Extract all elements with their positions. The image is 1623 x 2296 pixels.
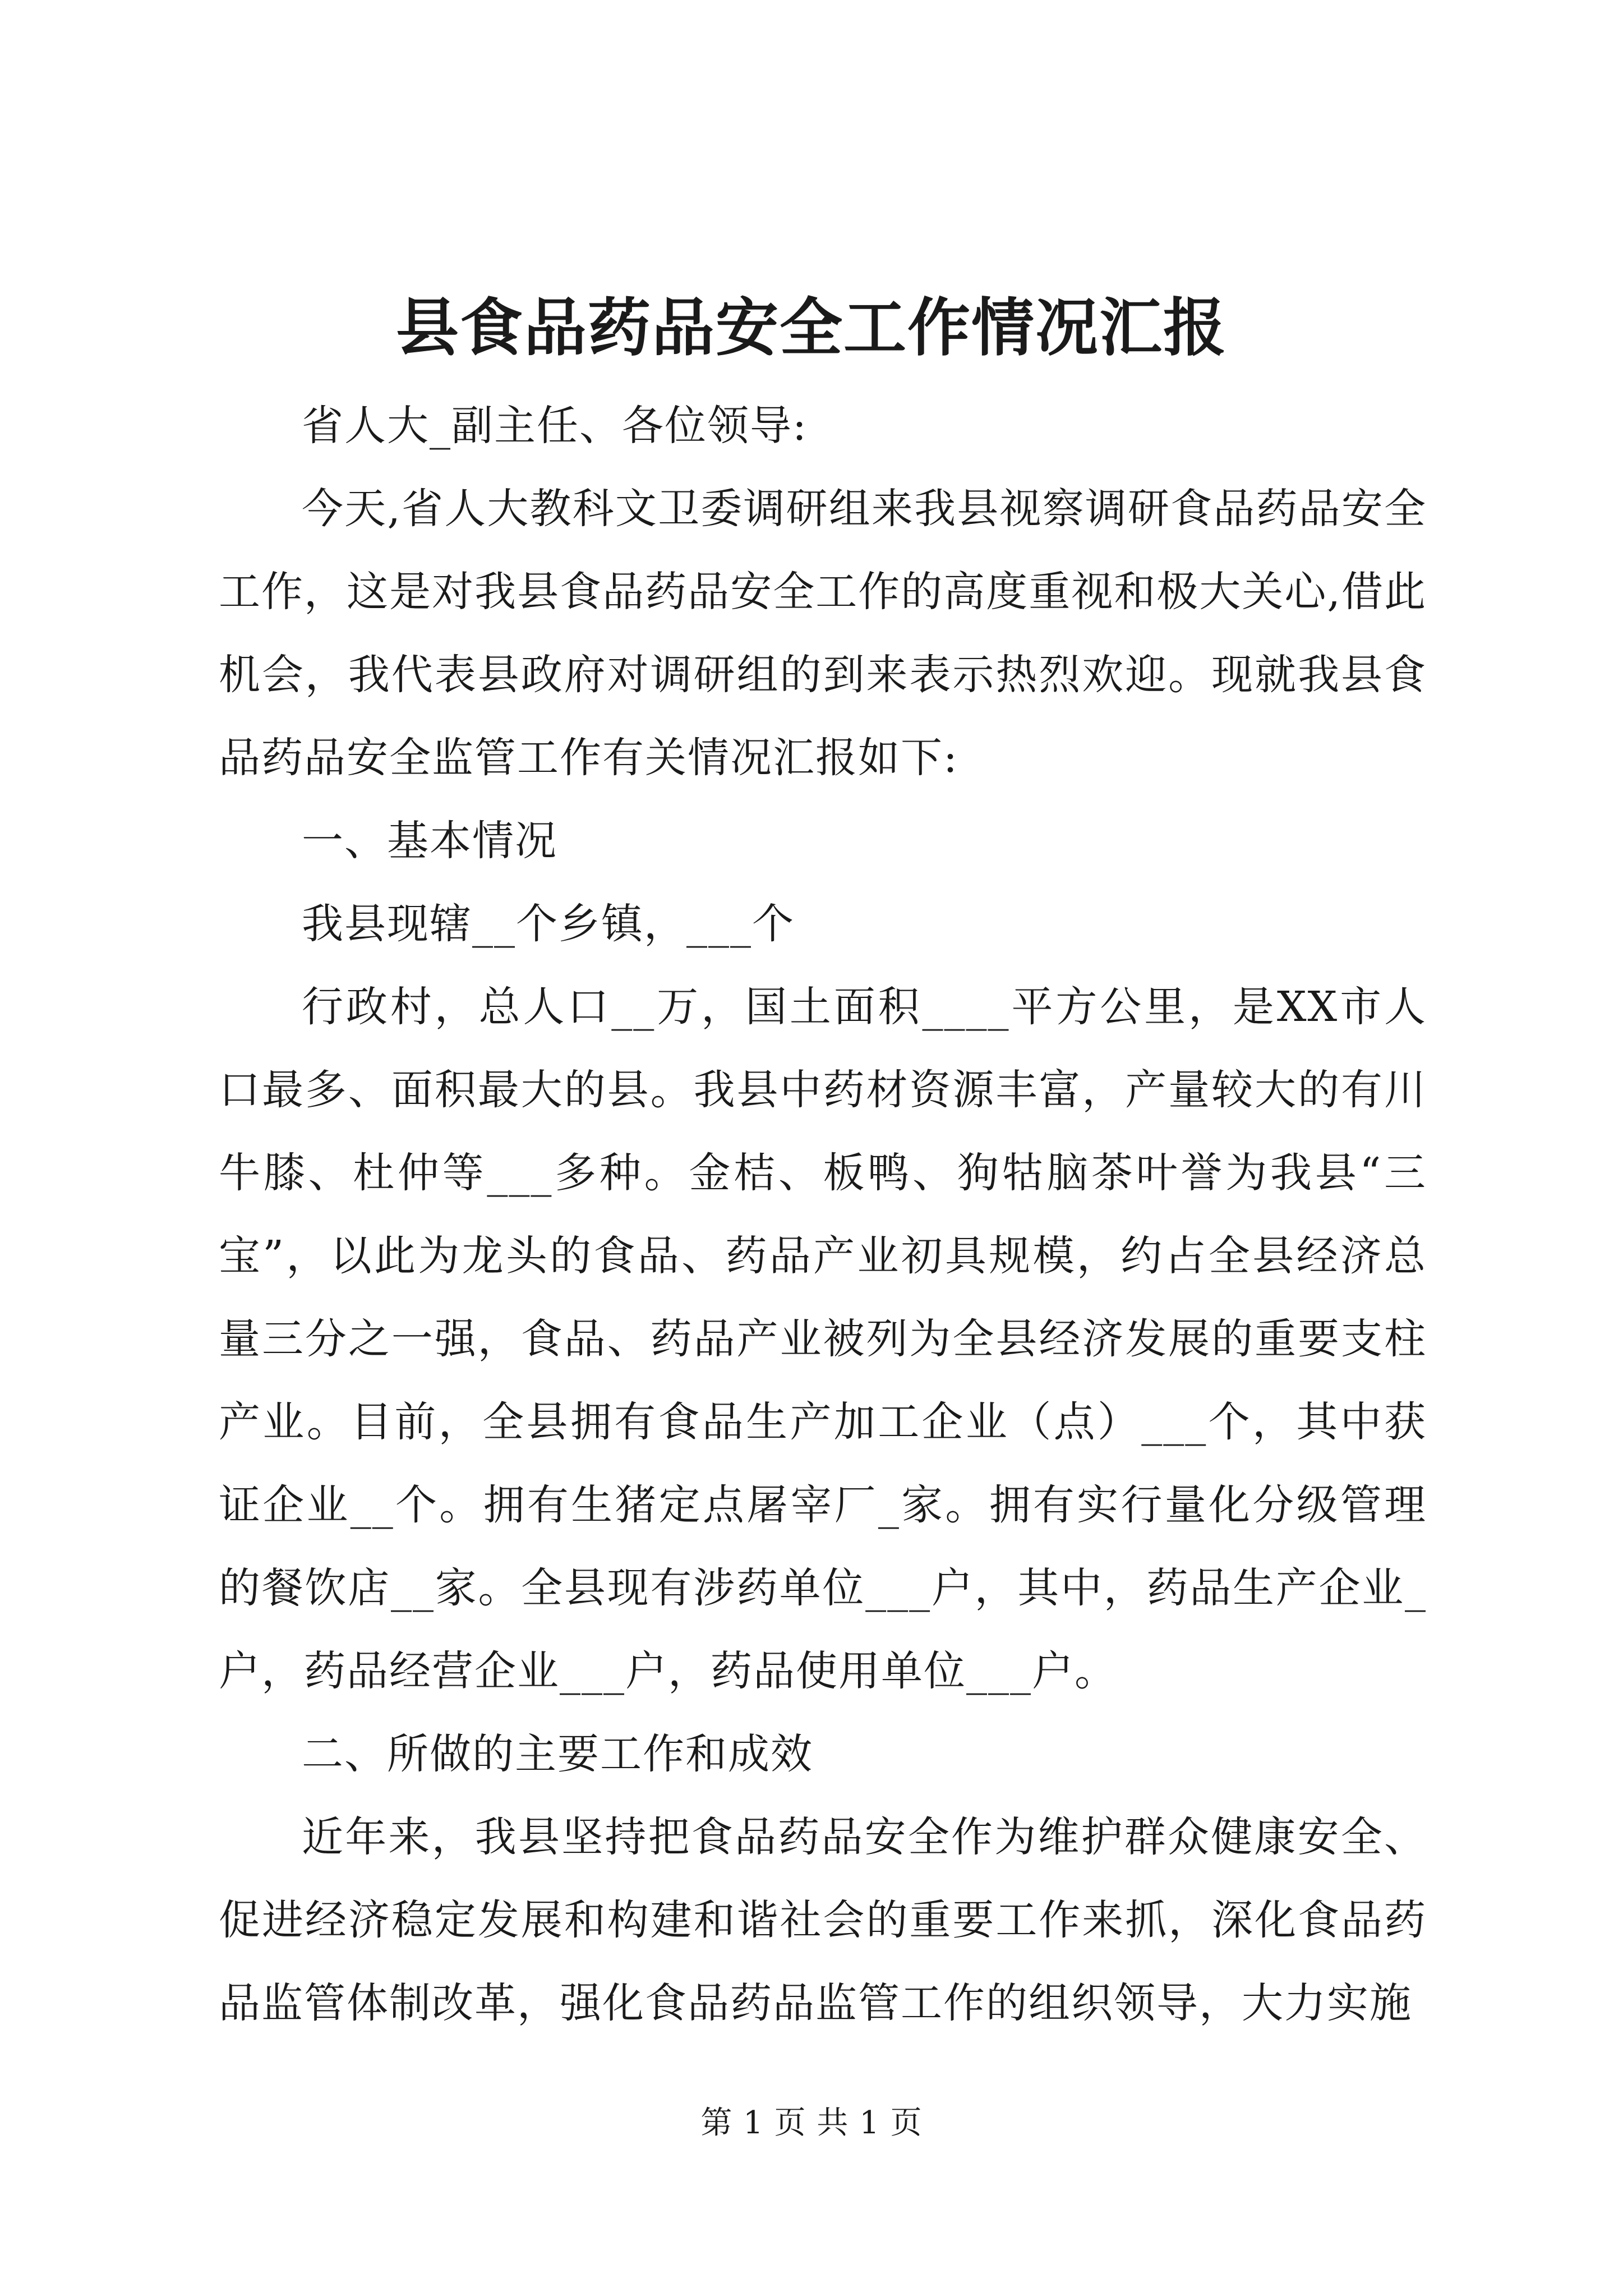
basic-info-paragraph-2: 行政村，总人口__万，国土面积____平方公里，是XX市人口最多、面积最大的县。我县中药材资源丰富，产量较大的有川牛膝、杜仲等___多种。金桔、板鸭、狗牯脑茶叶誉为我县“三宝”，以此为龙头的食品、药品产业初具规模，约占全县经济总量三分之一强，食品、药品产业被列为全县经济发展的重要支柱产业。目前，全县拥有食品生产加工企业（点）___个，其中获证企业__个。拥有生猪定点屠宰厂_家。拥有实行量化分级管理的餐饮店__家。全县现有涉药单位___户，其中，药品生产企业_户，药品经营企业___户，药品使用单位___户。: [219, 983, 1427, 1695]
document-body: [219, 384, 1427, 2045]
intro-paragraph: 今天,省人大教科文卫委调研组来我县视察调研食品药品安全工作，这是对我县食品药品安全工作的高度重视和极大关心,借此机会，我代表县政府对调研组的到来表示热烈欢迎。现就我县食品药品安全监管工作有关情况汇报如下:: [219, 485, 1427, 782]
section-heading-basic: 一、基本情况: [302, 817, 557, 865]
document-title: 县食品药品安全工作情况汇报: [396, 291, 1227, 365]
basic-info-paragraph-1: 我县现辖__个乡镇，___个: [302, 900, 795, 948]
section-heading-work: 二、所做的主要工作和成效: [302, 1730, 813, 1778]
salutation-paragraph: 省人大_副主任、各位领导:: [302, 402, 808, 450]
page-footer: 第 1 页 共 1 页: [700, 2105, 923, 2141]
work-paragraph: 近年来，我县坚持把食品药品安全作为维护群众健康安全、促进经济稳定发展和构建和谐社会的重要工作来抓，深化食品药品监管体制改革，强化食品药品监管工作的组织领导，大力实施: [219, 1813, 1427, 2027]
